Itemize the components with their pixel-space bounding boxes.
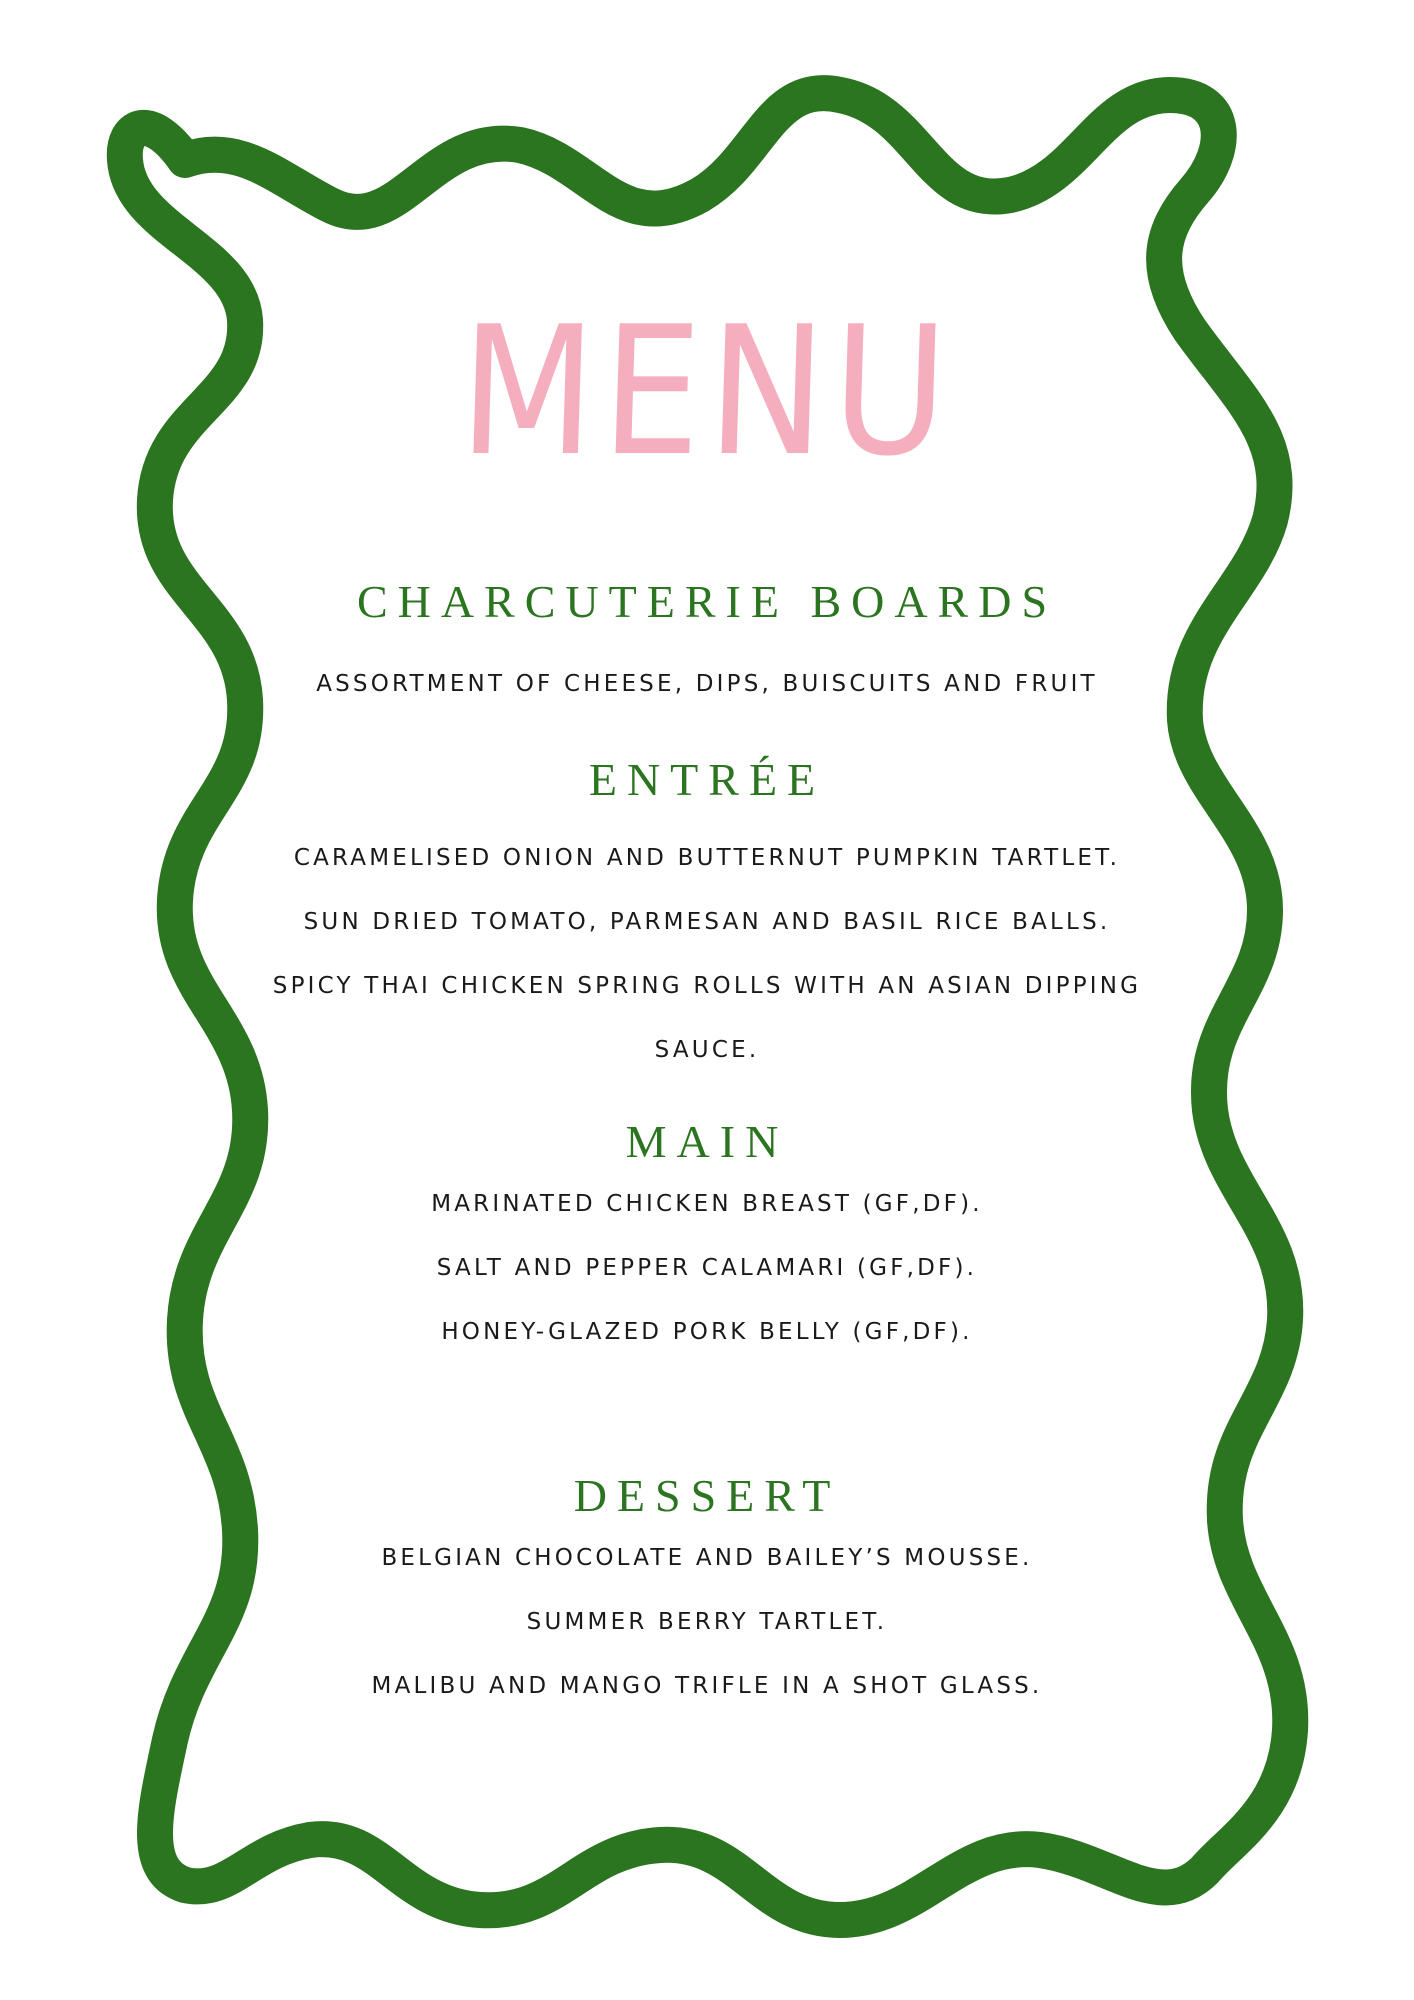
section-heading-main: MAIN: [625, 1116, 789, 1167]
menu-item: HONEY-GLAZED PORK BELLY (GF,DF).: [441, 1319, 973, 1345]
menu-item: MALIBU AND MANGO TRIFLE IN A SHOT GLASS.: [371, 1673, 1043, 1699]
section-heading-charcuterie: CHARCUTERIE BOARDS: [356, 576, 1058, 627]
menu-item: SALT AND PEPPER CALAMARI (GF,DF).: [436, 1255, 978, 1281]
menu-item: CARAMELISED ONION AND BUTTERNUT PUMPKIN TARTLET.: [293, 845, 1121, 871]
menu-title: MENU: [456, 288, 958, 495]
menu-item: SPICY THAI CHICKEN SPRING ROLLS WITH AN ASIAN DIPPING: [272, 973, 1142, 999]
menu-item: BELGIAN CHOCOLATE AND BAILEY’S MOUSSE.: [381, 1545, 1033, 1571]
menu-item: SUMMER BERRY TARTLET.: [526, 1609, 888, 1635]
menu-item: MARINATED CHICKEN BREAST (GF,DF).: [431, 1191, 983, 1217]
menu-item: SUN DRIED TOMATO, PARMESAN AND BASIL RICE BALLS.: [303, 909, 1111, 935]
section-heading-entree: ENTRÉE: [588, 754, 826, 805]
menu-item: ASSORTMENT OF CHEESE, DIPS, BUISCUITS AND FRUIT: [316, 671, 1098, 697]
section-heading-dessert: DESSERT: [573, 1470, 841, 1521]
menu-item: SAUCE.: [654, 1037, 760, 1063]
